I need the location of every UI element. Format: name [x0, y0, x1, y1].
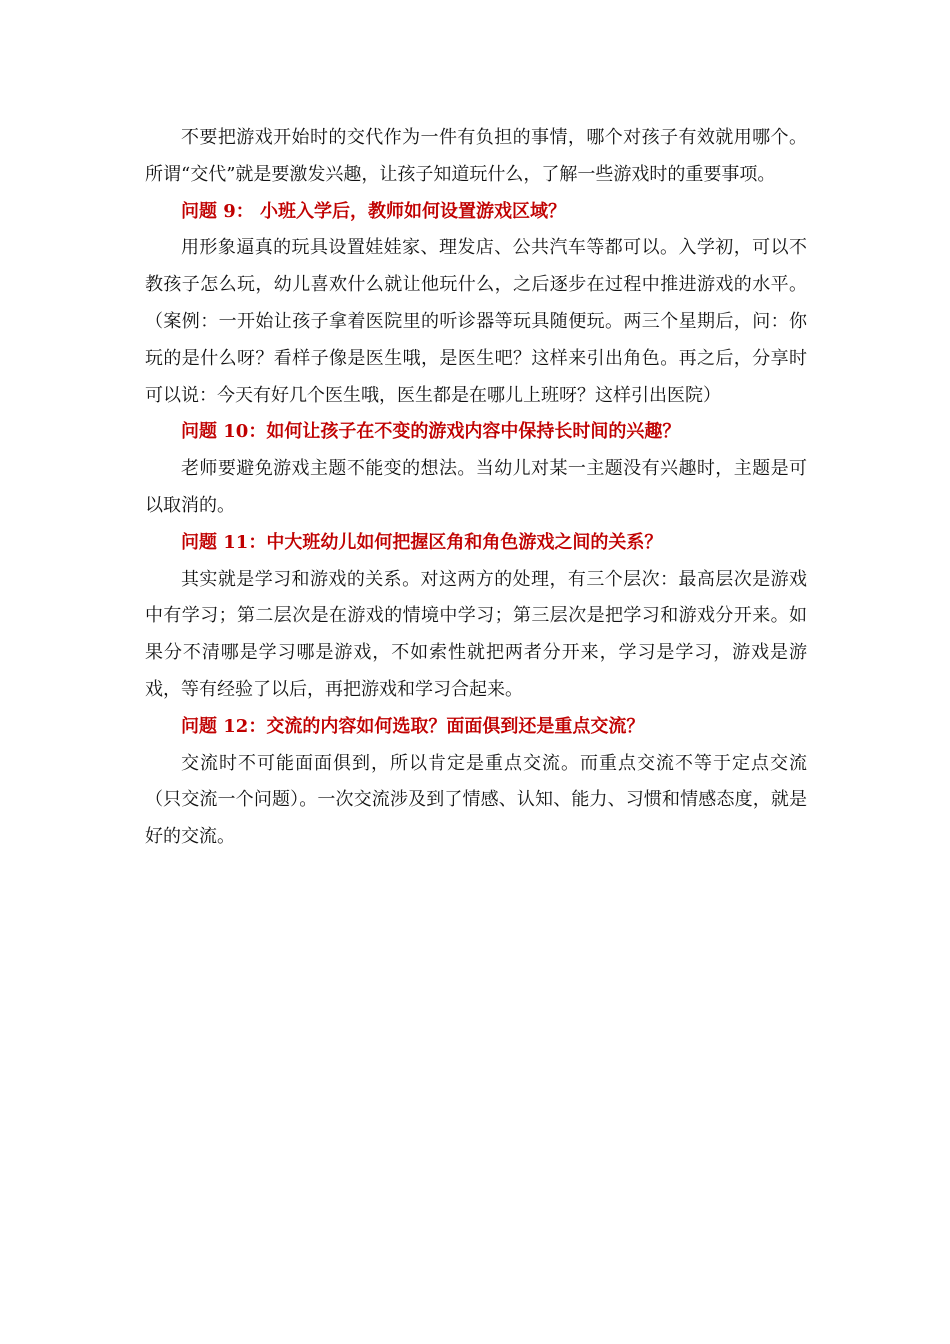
question-12-heading: 问题 12：交流的内容如何选取？面面俱到还是重点交流？: [181, 715, 645, 737]
answer-11-paragraph: 其实就是学习和游戏的关系。对这两方的处理，有三个层次：最高层次是游戏中有学习；第二层次是在游戏的情境中学习；第三层次是把学习和游戏分开来。如果分不清哪是学习哪是游戏，不如索性就把两者分开来，学习是学习，游戏是游戏，等有经验了以后，再把游戏和学习合起来。: [145, 568, 807, 700]
answer-12-paragraph: 交流时不可能面面俱到，所以肯定是重点交流。而重点交流不等于定点交流（只交流一个问题）。一次交流涉及到了情感、认知、能力、习惯和情感态度，就是好的交流。: [145, 752, 807, 848]
intro-paragraph: 不要把游戏开始时的交代作为一件有负担的事情，哪个对孩子有效就用哪个。所谓“交代”就是要激发兴趣，让孩子知道玩什么，了解一些游戏时的重要事项。: [145, 127, 807, 185]
answer-9-paragraph: 用形象逼真的玩具设置娃娃家、理发店、公共汽车等都可以。入学初，可以不教孩子怎么玩，幼儿喜欢什么就让他玩什么，之后逐步在过程中推进游戏的水平。（案例：一开始让孩子拿着医院里的听诊器等玩具随便玩。两三个星期后，问：你玩的是什么呀？看样子像是医生哦，是医生吧？这样来引出角色。再之后，分享时可以说：今天有好几个医生哦，医生都是在哪儿上班呀？这样引出医院）: [145, 237, 807, 406]
answer-10-paragraph: 老师要避免游戏主题不能变的想法。当幼儿对某一主题没有兴趣时，主题是可以取消的。: [145, 458, 807, 516]
question-9-heading: 问题 9： 小班入学后，教师如何设置游戏区域？: [181, 200, 567, 222]
question-10-heading: 问题 10：如何让孩子在不变的游戏内容中保持长时间的兴趣？: [181, 421, 681, 443]
document-body: [145, 120, 807, 856]
question-11-heading: 问题 11：中大班幼儿如何把握区角和角色游戏之间的关系？: [181, 531, 663, 553]
